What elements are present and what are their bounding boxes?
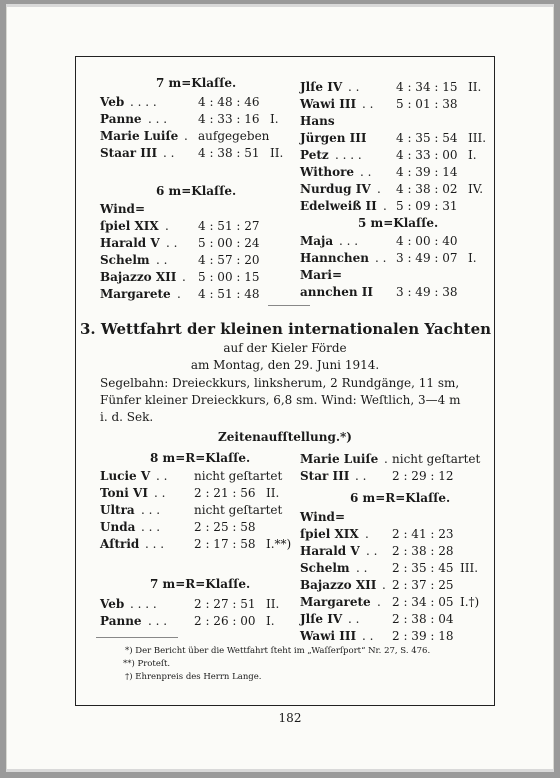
yacht-name: Jlſe IV	[300, 80, 343, 94]
placing: II.	[266, 486, 280, 500]
leader-dots: . .	[154, 486, 166, 500]
finish-time: 4 : 33 : 16	[198, 112, 260, 126]
finish-time: 2 : 26 : 00	[194, 614, 256, 628]
result-row	[100, 468, 290, 485]
leader-dots: . .	[156, 469, 168, 483]
yacht-name: Schelm	[100, 253, 150, 267]
leader-dots: .	[182, 270, 186, 284]
leader-dots: . . . .	[335, 148, 362, 162]
result-row	[300, 147, 490, 164]
yacht-name: Hannchen	[300, 251, 369, 265]
leader-dots: .	[377, 595, 381, 609]
result-row	[100, 252, 290, 269]
yacht-name: Star III	[300, 469, 350, 483]
yacht-name: Jlſe IV	[300, 612, 343, 626]
placing: III.	[468, 131, 487, 145]
yacht-name: Panne	[100, 614, 142, 628]
course-text-line: i. d. Sek.	[100, 410, 154, 424]
yacht-name: Staar III	[100, 146, 158, 160]
leader-dots: .	[165, 219, 169, 233]
leader-dots: . .	[366, 544, 378, 558]
finish-time: 5 : 00 : 24	[198, 236, 260, 250]
result-row	[300, 611, 490, 628]
yacht-name: Harald V	[300, 544, 360, 558]
result-row	[100, 111, 290, 128]
yacht-name: Marie Luiſe	[100, 129, 179, 143]
yacht-name: Lucie V	[100, 469, 151, 483]
yacht-name: Veb	[100, 95, 125, 109]
yacht-name: Petz	[300, 148, 329, 162]
result-row	[300, 284, 490, 301]
yacht-name: annchen II	[300, 285, 374, 299]
yacht-name: Maja	[300, 234, 334, 248]
class-header: 5 m=Klaſſe.	[358, 216, 439, 230]
leader-dots: .	[384, 452, 388, 466]
yacht-name: Wind=	[100, 202, 145, 216]
finish-time: 4 : 51 : 27	[198, 219, 260, 233]
result-row	[100, 269, 290, 286]
finish-time: 2 : 25 : 58	[194, 520, 256, 534]
footnote-rule	[96, 637, 178, 638]
result-row	[300, 233, 490, 250]
yacht-name: Wawi III	[300, 629, 357, 643]
finish-time: 2 : 27 : 51	[194, 597, 256, 611]
leader-dots: .	[177, 287, 181, 301]
footnote: †) Ehrenpreis des Herrn Lange.	[125, 672, 262, 682]
result-row	[100, 94, 290, 111]
result-row	[300, 451, 490, 468]
yacht-name: Bajazzo XII	[100, 270, 177, 284]
yacht-name: Hans	[300, 114, 335, 128]
finish-time: 2 : 35 : 45	[392, 561, 454, 575]
leader-dots: . .	[362, 629, 374, 643]
class-header: 6 m=R=Klaſſe.	[350, 491, 451, 505]
yacht-name: Aſtrid	[100, 537, 140, 551]
course-text-line: Fünfer kleiner Dreieckkurs, 6,8 sm. Wind: Weſtlich, 3—4 m	[100, 393, 461, 407]
finish-time: 4 : 34 : 15	[396, 80, 458, 94]
finish-time: nicht geſtartet	[194, 469, 283, 483]
finish-time: 4 : 38 : 51	[198, 146, 260, 160]
yacht-name: Bajazzo XII	[300, 578, 377, 592]
leader-dots: . .	[375, 251, 387, 265]
result-row	[300, 113, 490, 130]
result-row	[100, 485, 290, 502]
placing: I.	[270, 112, 279, 126]
finish-time: 2 : 21 : 56	[194, 486, 256, 500]
result-row	[300, 181, 490, 198]
result-row	[300, 526, 490, 543]
finish-time: nicht geſtartet	[194, 503, 283, 517]
yacht-name: Jürgen III	[300, 131, 367, 145]
yacht-name: Wind=	[300, 510, 345, 524]
leader-dots: . .	[355, 469, 367, 483]
scan-edge-top	[6, 4, 554, 7]
yacht-name: Veb	[100, 597, 125, 611]
leader-dots: . . .	[148, 614, 168, 628]
placing: I.	[468, 251, 477, 265]
course-text-line: Segelbahn: Dreieckkurs, linksherum, 2 Rundgänge, 11 sm,	[100, 376, 460, 390]
page-number: 182	[278, 711, 302, 725]
leader-dots: . . .	[339, 234, 359, 248]
placing: IV.	[468, 182, 484, 196]
finish-time: 5 : 01 : 38	[396, 97, 458, 111]
leader-dots: . . . .	[130, 95, 157, 109]
result-row	[300, 198, 490, 215]
finish-time: 2 : 29 : 12	[392, 469, 454, 483]
result-row	[100, 519, 290, 536]
leader-dots: . . .	[141, 520, 161, 534]
leader-dots: . . .	[148, 112, 168, 126]
scan-edge-bottom	[6, 769, 554, 772]
yacht-name: Ultra	[100, 503, 135, 517]
finish-time: 5 : 09 : 31	[396, 199, 458, 213]
yacht-name: Toni VI	[100, 486, 148, 500]
leader-dots: . .	[348, 612, 360, 626]
result-row	[300, 164, 490, 181]
yacht-name: ſpiel XIX	[100, 219, 159, 233]
result-row	[100, 128, 290, 145]
leader-dots: . .	[356, 561, 368, 575]
finish-time: nicht geſtartet	[392, 452, 481, 466]
result-row	[300, 628, 490, 645]
yacht-name: Panne	[100, 112, 142, 126]
class-header: 7 m=R=Klaſſe.	[150, 577, 251, 591]
finish-time: 2 : 38 : 04	[392, 612, 454, 626]
leader-dots: .	[184, 129, 188, 143]
yacht-name: Wawi III	[300, 97, 357, 111]
result-row	[300, 96, 490, 113]
finish-time: 4 : 00 : 40	[396, 234, 458, 248]
yacht-name: Margarete	[100, 287, 171, 301]
finish-time: 5 : 00 : 15	[198, 270, 260, 284]
finish-time: 2 : 39 : 18	[392, 629, 454, 643]
leader-dots: . .	[348, 80, 360, 94]
leader-dots: . . . .	[130, 597, 157, 611]
yacht-name: Margarete	[300, 595, 371, 609]
placing: I.†)	[460, 595, 480, 609]
finish-time: 3 : 49 : 38	[396, 285, 458, 299]
result-row	[300, 594, 490, 611]
finish-time: 4 : 39 : 14	[396, 165, 458, 179]
leader-dots: .	[365, 527, 369, 541]
placing: I.**)	[266, 537, 292, 551]
result-row	[300, 267, 490, 284]
finish-time: 4 : 51 : 48	[198, 287, 260, 301]
result-row	[100, 201, 290, 218]
result-row	[300, 250, 490, 267]
result-row	[100, 536, 290, 553]
result-row	[300, 577, 490, 594]
finish-time: 2 : 34 : 05	[392, 595, 454, 609]
yacht-name: Harald V	[100, 236, 160, 250]
yacht-name: ſpiel XIX	[300, 527, 359, 541]
finish-time: 4 : 38 : 02	[396, 182, 458, 196]
yacht-name: Mari=	[300, 268, 342, 282]
race-subtitle-location: auf der Kieler Förde	[223, 341, 347, 355]
result-row	[300, 468, 490, 485]
result-row	[100, 596, 290, 613]
leader-dots: . .	[362, 97, 374, 111]
class-header: 8 m=R=Klaſſe.	[150, 451, 251, 465]
result-row	[300, 509, 490, 526]
result-row	[100, 235, 290, 252]
finish-time: 2 : 17 : 58	[194, 537, 256, 551]
finish-time: 3 : 49 : 07	[396, 251, 458, 265]
leader-dots: .	[377, 182, 381, 196]
result-row	[300, 79, 490, 96]
placing: I.	[266, 614, 275, 628]
yacht-name: Withore	[300, 165, 355, 179]
result-row	[100, 613, 290, 630]
class-header: 7 m=Klaſſe.	[156, 76, 237, 90]
leader-dots: . .	[166, 236, 178, 250]
leader-dots: .	[382, 578, 386, 592]
class-header: 6 m=Klaſſe.	[156, 184, 237, 198]
race-title: 3. Wettfahrt der kleinen internationalen Yachten	[80, 320, 492, 338]
finish-time: 4 : 33 : 00	[396, 148, 458, 162]
yacht-name: Schelm	[300, 561, 350, 575]
leader-dots: . .	[360, 165, 372, 179]
result-row	[300, 560, 490, 577]
yacht-name: Nurdug IV	[300, 182, 371, 196]
placing: II.	[468, 80, 482, 94]
placing: III.	[460, 561, 479, 575]
placing: II.	[266, 597, 280, 611]
finish-time: 4 : 48 : 46	[198, 95, 260, 109]
placing: II.	[270, 146, 284, 160]
leader-dots: . .	[163, 146, 175, 160]
section-divider	[268, 305, 310, 306]
finish-time: 4 : 57 : 20	[198, 253, 260, 267]
finish-time: 2 : 37 : 25	[392, 578, 454, 592]
leader-dots: . . .	[145, 537, 165, 551]
result-row	[100, 502, 290, 519]
finish-time: 4 : 35 : 54	[396, 131, 458, 145]
leader-dots: . . .	[141, 503, 161, 517]
yacht-name: Unda	[100, 520, 136, 534]
leader-dots: .	[383, 199, 387, 213]
finish-time: 2 : 41 : 23	[392, 527, 454, 541]
yacht-name: Marie Luiſe	[300, 452, 379, 466]
leader-dots: . .	[156, 253, 168, 267]
result-row	[300, 130, 490, 147]
result-row	[100, 286, 290, 303]
placing: I.	[468, 148, 477, 162]
race-subtitle-date: am Montag, den 29. Juni 1914.	[190, 358, 380, 372]
finish-time: 2 : 38 : 28	[392, 544, 454, 558]
footnote: *) Der Bericht über die Wettfahrt ſteht im „Waſſerſport“ Nr. 27, S. 476.	[125, 646, 431, 656]
times-header: Zeitenaufſtellung.*)	[218, 430, 352, 444]
result-row	[100, 218, 290, 235]
yacht-name: Edelweiß II	[300, 199, 377, 213]
footnote: **) Proteſt.	[123, 659, 171, 669]
finish-time: aufgegeben	[198, 129, 270, 143]
result-row	[300, 543, 490, 560]
result-row	[100, 145, 290, 162]
